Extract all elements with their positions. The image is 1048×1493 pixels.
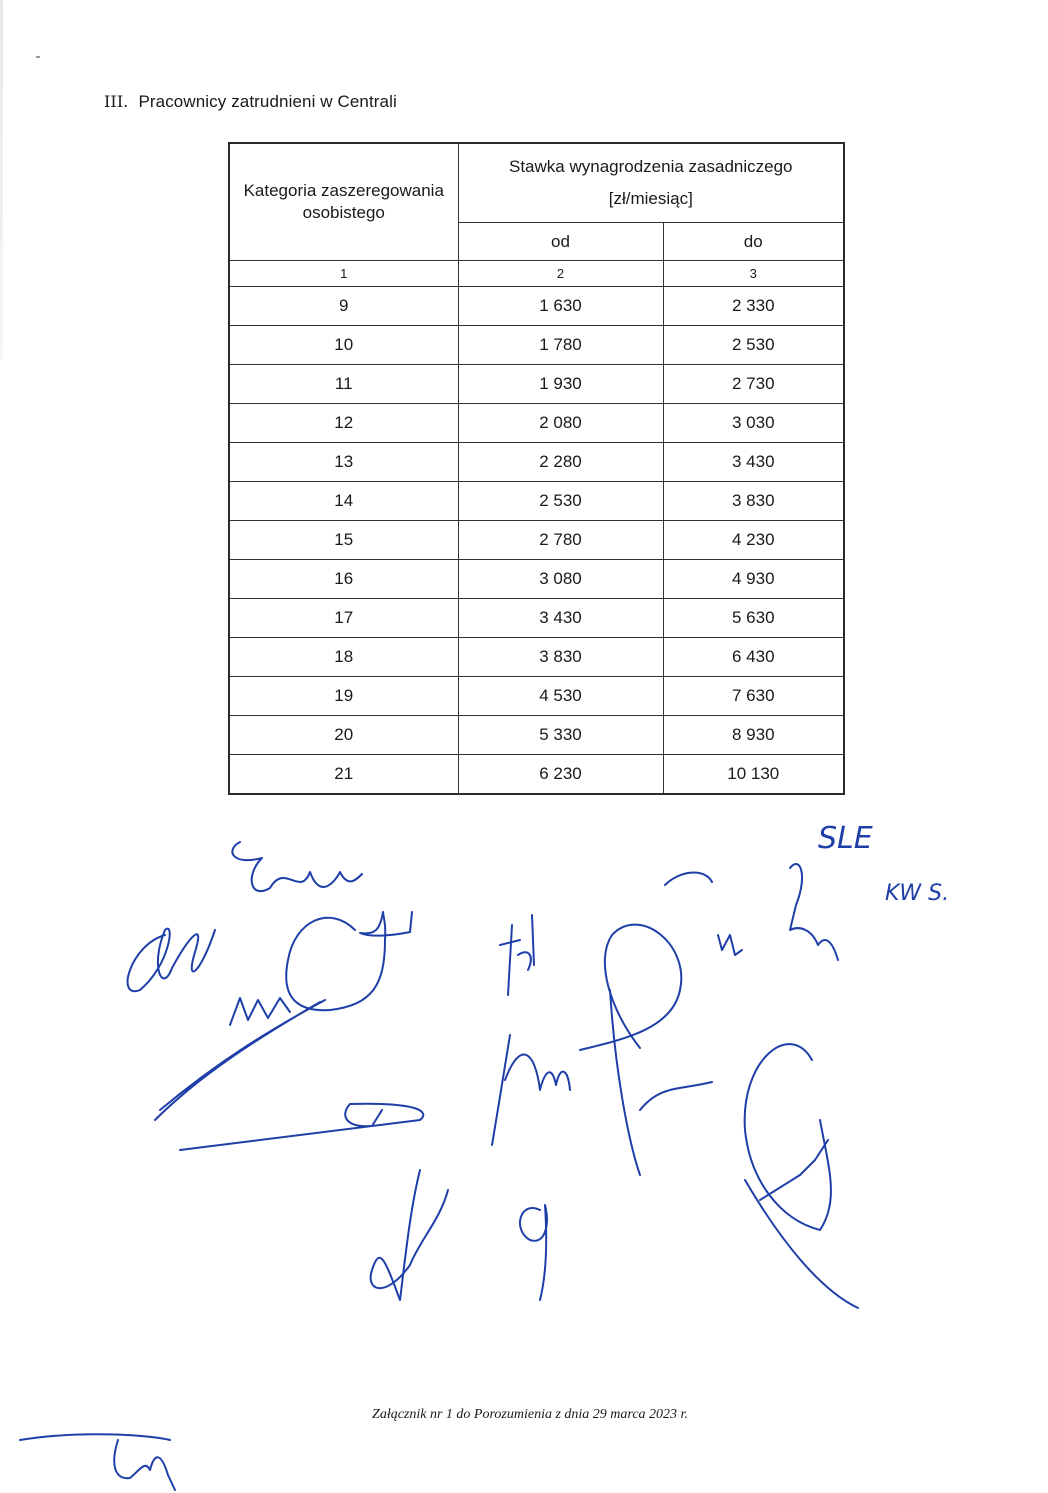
rate-to-cell: 3 830 [663,482,844,521]
rate-from-cell: 5 330 [458,716,663,755]
signature [745,1044,858,1308]
signature [790,864,838,960]
signature [128,929,215,992]
rate-from-cell: 1 630 [458,287,663,326]
category-cell: 12 [229,404,458,443]
column-index: 3 [663,261,844,287]
from-header: od [458,223,663,261]
rate-from-cell: 2 080 [458,404,663,443]
to-header: do [663,223,844,261]
rate-to-cell: 10 130 [663,755,844,795]
salary-header-unit: [zł/miesiąc] [608,189,693,208]
rate-from-cell: 1 930 [458,365,663,404]
rate-from-cell: 3 430 [458,599,663,638]
signature [665,873,742,955]
signature [520,1205,547,1300]
category-cell: 20 [229,716,458,755]
category-cell: 15 [229,521,458,560]
rate-from-cell: 2 780 [458,521,663,560]
category-cell: 16 [229,560,458,599]
rate-to-cell: 2 730 [663,365,844,404]
signature [180,1104,423,1150]
category-cell: 10 [229,326,458,365]
signature [580,925,712,1175]
category-cell: 17 [229,599,458,638]
section-title: Pracownicy zatrudnieni w Centrali [138,92,397,111]
signature [232,842,362,891]
rate-to-cell: 5 630 [663,599,844,638]
rate-from-cell: 2 530 [458,482,663,521]
initials-text: KW S. [885,881,950,906]
rate-to-cell: 4 930 [663,560,844,599]
signature [500,915,534,995]
column-index: 2 [458,261,663,287]
rate-to-cell: 2 330 [663,287,844,326]
signature [20,1434,175,1490]
document-footer: Załącznik nr 1 do Porozumienia z dnia 29 marca 2023 r. [372,1407,688,1422]
rate-to-cell: 4 230 [663,521,844,560]
initials-text: SLE [818,821,873,856]
signature [286,912,412,1010]
section-number: III. [104,92,129,111]
rate-from-cell: 3 830 [458,638,663,677]
category-header: Kategoria zaszeregowania osobistego [229,143,458,261]
column-index: 1 [229,261,458,287]
signature [155,998,325,1120]
salary-header-title: Stawka wynagrodzenia zasadniczego [509,157,793,176]
category-cell: 13 [229,443,458,482]
category-cell: 11 [229,365,458,404]
rate-to-cell: 3 030 [663,404,844,443]
rate-to-cell: 8 930 [663,716,844,755]
rate-from-cell: 6 230 [458,755,663,795]
rate-from-cell: 1 780 [458,326,663,365]
category-cell: 21 [229,755,458,795]
signature [371,1170,448,1300]
rate-to-cell: 2 530 [663,326,844,365]
rate-from-cell: 2 280 [458,443,663,482]
category-cell: 14 [229,482,458,521]
category-cell: 18 [229,638,458,677]
signature [492,1035,570,1145]
category-cell: 9 [229,287,458,326]
rate-from-cell: 3 080 [458,560,663,599]
rate-to-cell: 3 430 [663,443,844,482]
rate-to-cell: 7 630 [663,677,844,716]
rate-from-cell: 4 530 [458,677,663,716]
category-cell: 19 [229,677,458,716]
rate-to-cell: 6 430 [663,638,844,677]
